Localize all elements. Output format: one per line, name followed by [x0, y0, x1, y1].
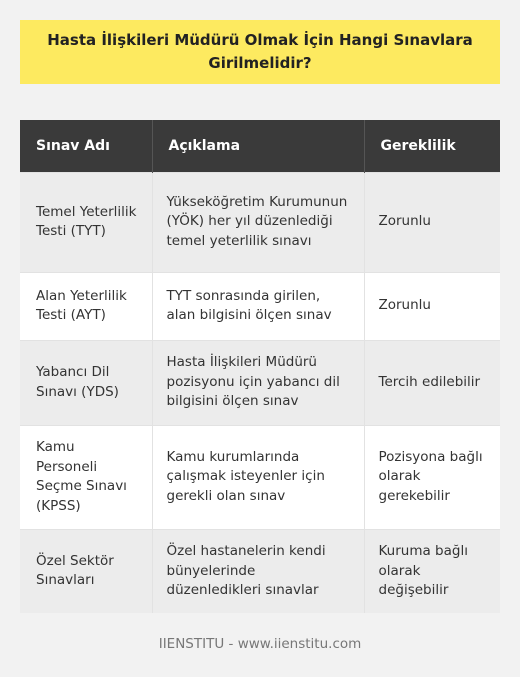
cell-description: Yükseköğretim Kurumunun (YÖK) her yıl düzenlediği temel yeterlilik sınavı: [152, 172, 364, 272]
cell-description: Kamu kurumlarında çalışmak isteyenler için gerekli olan sınav: [152, 425, 364, 529]
exam-table: [20, 120, 500, 613]
page-title: Hasta İlişkileri Müdürü Olmak İçin Hangi Sınavlara Girilmelidir?: [47, 31, 473, 72]
footer-credit: IIENSTITU - www.iienstitu.com: [158, 636, 362, 652]
cell-description: TYT sonrasında girilen, alan bilgisini ölçen sınav: [152, 272, 364, 340]
cell-requirement: Pozisyona bağlı olarak gerekebilir: [364, 425, 500, 529]
table-row: [20, 529, 500, 613]
cell-exam-name: Alan Yeterlilik Testi (AYT): [20, 272, 152, 340]
table-row: [20, 272, 500, 340]
table-row: [20, 340, 500, 425]
cell-exam-name: Kamu Personeli Seçme Sınavı (KPSS): [20, 425, 152, 529]
cell-requirement: Kuruma bağlı olarak değişebilir: [364, 529, 500, 613]
header-requirement: Gereklilik: [364, 120, 500, 172]
cell-requirement: Zorunlu: [364, 172, 500, 272]
table-row: [20, 425, 500, 529]
table-header-row: [20, 120, 500, 172]
cell-requirement: Zorunlu: [364, 272, 500, 340]
cell-description: Özel hastanelerin kendi bünyelerinde düzenledikleri sınavlar: [152, 529, 364, 613]
header-description: Açıklama: [152, 120, 364, 172]
cell-exam-name: Temel Yeterlilik Testi (TYT): [20, 172, 152, 272]
cell-exam-name: Özel Sektör Sınavları: [20, 529, 152, 613]
cell-requirement: Tercih edilebilir: [364, 340, 500, 425]
cell-description: Hasta İlişkileri Müdürü pozisyonu için yabancı dil bilgisini ölçen sınav: [152, 340, 364, 425]
title-banner: [20, 20, 500, 84]
exam-table-container: [20, 120, 500, 613]
header-exam-name: Sınav Adı: [20, 120, 152, 172]
cell-exam-name: Yabancı Dil Sınavı (YDS): [20, 340, 152, 425]
table-row: [20, 172, 500, 272]
